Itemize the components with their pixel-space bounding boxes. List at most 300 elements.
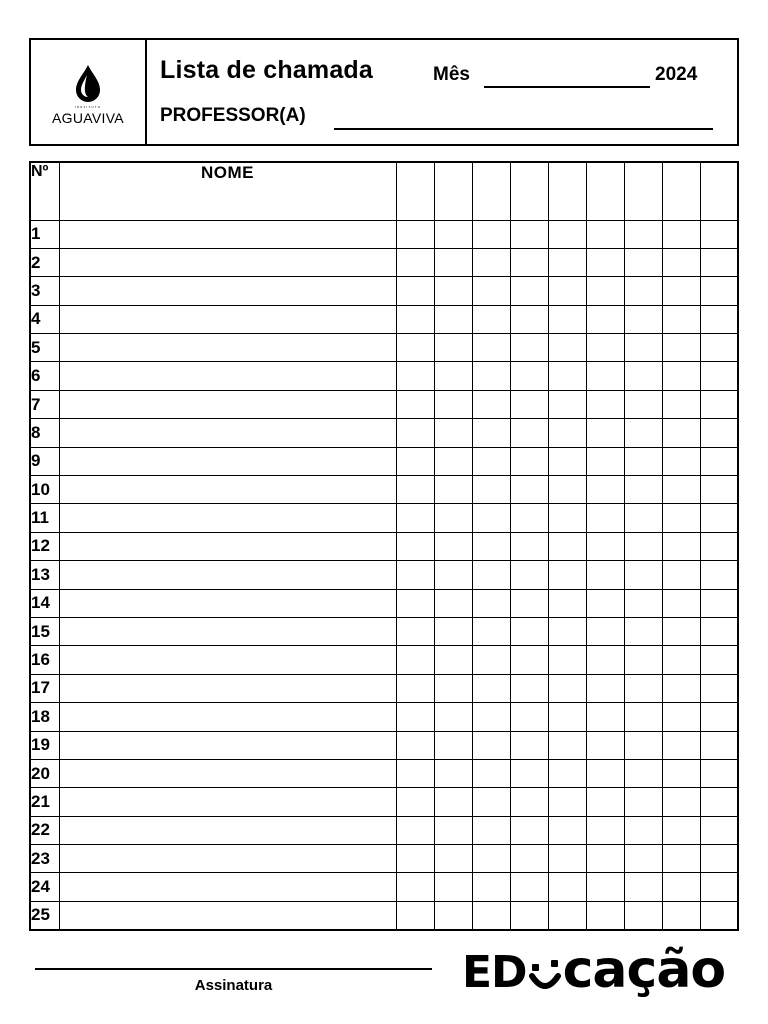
student-name-cell[interactable] [59, 703, 396, 731]
attendance-cell[interactable] [472, 248, 510, 276]
attendance-cell[interactable] [548, 646, 586, 674]
student-name-cell[interactable] [59, 845, 396, 873]
row-number: 23 [30, 845, 59, 873]
attendance-cell[interactable] [662, 248, 700, 276]
table-row [30, 901, 738, 929]
attendance-cell[interactable] [510, 703, 548, 731]
attendance-cell[interactable] [434, 674, 472, 702]
attendance-cell[interactable] [548, 788, 586, 816]
attendance-cell[interactable] [586, 731, 624, 759]
attendance-cell[interactable] [396, 419, 434, 447]
attendance-cell[interactable] [510, 646, 548, 674]
table-row [30, 334, 738, 362]
attendance-cell[interactable] [700, 674, 738, 702]
attendance-cell[interactable] [662, 731, 700, 759]
attendance-cell[interactable] [624, 220, 662, 248]
attendance-cell[interactable] [472, 476, 510, 504]
attendance-cell[interactable] [700, 589, 738, 617]
table-row [30, 476, 738, 504]
attendance-cell[interactable] [510, 674, 548, 702]
attendance-cell[interactable] [472, 561, 510, 589]
row-number: 1 [30, 220, 59, 248]
attendance-cell[interactable] [662, 674, 700, 702]
attendance-cell[interactable] [548, 873, 586, 901]
attendance-cell[interactable] [510, 901, 548, 929]
attendance-cell[interactable] [472, 788, 510, 816]
attendance-cell[interactable] [434, 845, 472, 873]
attendance-cell[interactable] [662, 277, 700, 305]
attendance-cell[interactable] [624, 504, 662, 532]
attendance-cell[interactable] [472, 646, 510, 674]
attendance-cell[interactable] [624, 532, 662, 560]
attendance-cell[interactable] [472, 305, 510, 333]
attendance-cell[interactable] [472, 731, 510, 759]
attendance-cell[interactable] [396, 731, 434, 759]
attendance-cell[interactable] [662, 504, 700, 532]
attendance-cell[interactable] [472, 504, 510, 532]
attendance-cell[interactable] [472, 873, 510, 901]
attendance-cell[interactable] [700, 731, 738, 759]
attendance-cell[interactable] [548, 816, 586, 844]
attendance-cell[interactable] [700, 561, 738, 589]
attendance-cell[interactable] [624, 646, 662, 674]
attendance-cell[interactable] [510, 476, 548, 504]
attendance-cell[interactable] [624, 703, 662, 731]
attendance-cell[interactable] [586, 759, 624, 787]
attendance-cell[interactable] [700, 816, 738, 844]
attendance-cell[interactable] [624, 759, 662, 787]
attendance-cell[interactable] [510, 561, 548, 589]
attendance-cell[interactable] [586, 561, 624, 589]
attendance-cell[interactable] [510, 589, 548, 617]
attendance-day-header [586, 162, 624, 220]
table-row [30, 561, 738, 589]
attendance-cell[interactable] [662, 334, 700, 362]
attendance-cell[interactable] [662, 419, 700, 447]
table-row [30, 362, 738, 390]
student-name-cell[interactable] [59, 759, 396, 787]
attendance-cell[interactable] [624, 788, 662, 816]
attendance-cell[interactable] [472, 362, 510, 390]
attendance-cell[interactable] [548, 561, 586, 589]
attendance-cell[interactable] [624, 873, 662, 901]
attendance-cell[interactable] [586, 901, 624, 929]
attendance-cell[interactable] [396, 816, 434, 844]
attendance-cell[interactable] [662, 759, 700, 787]
attendance-cell[interactable] [548, 447, 586, 475]
attendance-cell[interactable] [396, 646, 434, 674]
attendance-cell[interactable] [510, 390, 548, 418]
attendance-cell[interactable] [434, 617, 472, 645]
attendance-cell[interactable] [662, 816, 700, 844]
attendance-cell[interactable] [434, 419, 472, 447]
attendance-day-header [662, 162, 700, 220]
attendance-cell[interactable] [434, 504, 472, 532]
table-row [30, 589, 738, 617]
header-box [29, 38, 739, 146]
attendance-cell[interactable] [396, 845, 434, 873]
attendance-cell[interactable] [548, 334, 586, 362]
attendance-cell[interactable] [434, 305, 472, 333]
attendance-cell[interactable] [624, 845, 662, 873]
attendance-cell[interactable] [510, 419, 548, 447]
student-name-cell[interactable] [59, 674, 396, 702]
student-name-cell[interactable] [59, 646, 396, 674]
row-number: 12 [30, 532, 59, 560]
table-row [30, 731, 738, 759]
attendance-cell[interactable] [472, 674, 510, 702]
attendance-cell[interactable] [700, 759, 738, 787]
attendance-cell[interactable] [586, 532, 624, 560]
student-name-cell[interactable] [59, 419, 396, 447]
attendance-cell[interactable] [472, 419, 510, 447]
attendance-cell[interactable] [624, 561, 662, 589]
teacher-label: PROFESSOR(A) [160, 105, 306, 126]
attendance-cell[interactable] [548, 248, 586, 276]
attendance-cell[interactable] [700, 220, 738, 248]
attendance-cell[interactable] [434, 532, 472, 560]
teacher-field-line[interactable] [334, 128, 713, 130]
attendance-cell[interactable] [662, 362, 700, 390]
attendance-cell[interactable] [548, 845, 586, 873]
attendance-cell[interactable] [472, 759, 510, 787]
student-name-cell[interactable] [59, 390, 396, 418]
attendance-day-header [396, 162, 434, 220]
attendance-cell[interactable] [434, 873, 472, 901]
attendance-cell[interactable] [472, 589, 510, 617]
row-number: 6 [30, 362, 59, 390]
attendance-cell[interactable] [396, 277, 434, 305]
attendance-cell[interactable] [434, 589, 472, 617]
student-name-cell[interactable] [59, 561, 396, 589]
attendance-cell[interactable] [434, 816, 472, 844]
title-block [147, 40, 737, 144]
educacao-logo [462, 940, 726, 1000]
attendance-cell[interactable] [472, 703, 510, 731]
attendance-day-header [624, 162, 662, 220]
attendance-cell[interactable] [396, 759, 434, 787]
attendance-cell[interactable] [586, 277, 624, 305]
attendance-cell[interactable] [510, 731, 548, 759]
attendance-cell[interactable] [586, 788, 624, 816]
attendance-cell[interactable] [586, 816, 624, 844]
attendance-cell[interactable] [510, 788, 548, 816]
attendance-cell[interactable] [396, 703, 434, 731]
attendance-cell[interactable] [434, 334, 472, 362]
attendance-cell[interactable] [586, 589, 624, 617]
attendance-cell[interactable] [510, 362, 548, 390]
attendance-cell[interactable] [700, 334, 738, 362]
student-name-cell[interactable] [59, 617, 396, 645]
attendance-cell[interactable] [510, 759, 548, 787]
attendance-cell[interactable] [472, 532, 510, 560]
attendance-cell[interactable] [510, 532, 548, 560]
attendance-cell[interactable] [586, 646, 624, 674]
attendance-cell[interactable] [624, 674, 662, 702]
attendance-cell[interactable] [548, 305, 586, 333]
attendance-cell[interactable] [510, 873, 548, 901]
attendance-cell[interactable] [662, 901, 700, 929]
attendance-cell[interactable] [548, 476, 586, 504]
attendance-cell[interactable] [662, 561, 700, 589]
student-name-cell[interactable] [59, 589, 396, 617]
attendance-cell[interactable] [662, 532, 700, 560]
student-name-cell[interactable] [59, 901, 396, 929]
attendance-cell[interactable] [396, 248, 434, 276]
attendance-cell[interactable] [700, 646, 738, 674]
attendance-cell[interactable] [662, 390, 700, 418]
attendance-cell[interactable] [396, 447, 434, 475]
attendance-cell[interactable] [662, 845, 700, 873]
attendance-cell[interactable] [434, 646, 472, 674]
attendance-cell[interactable] [586, 419, 624, 447]
attendance-cell[interactable] [396, 504, 434, 532]
attendance-cell[interactable] [700, 277, 738, 305]
attendance-cell[interactable] [662, 589, 700, 617]
attendance-cell[interactable] [434, 447, 472, 475]
attendance-cell[interactable] [548, 362, 586, 390]
attendance-cell[interactable] [662, 703, 700, 731]
attendance-cell[interactable] [624, 248, 662, 276]
attendance-cell[interactable] [586, 390, 624, 418]
attendance-cell[interactable] [434, 561, 472, 589]
row-number: 18 [30, 703, 59, 731]
attendance-cell[interactable] [396, 873, 434, 901]
attendance-cell[interactable] [472, 617, 510, 645]
attendance-cell[interactable] [700, 476, 738, 504]
student-name-cell[interactable] [59, 873, 396, 901]
student-name-cell[interactable] [59, 362, 396, 390]
row-number: 20 [30, 759, 59, 787]
attendance-cell[interactable] [396, 476, 434, 504]
attendance-cell[interactable] [700, 419, 738, 447]
attendance-cell[interactable] [586, 476, 624, 504]
attendance-cell[interactable] [396, 788, 434, 816]
attendance-cell[interactable] [624, 589, 662, 617]
attendance-cell[interactable] [624, 816, 662, 844]
row-number: 9 [30, 447, 59, 475]
attendance-cell[interactable] [586, 873, 624, 901]
attendance-day-header [510, 162, 548, 220]
attendance-cell[interactable] [396, 305, 434, 333]
attendance-cell[interactable] [510, 617, 548, 645]
attendance-cell[interactable] [472, 845, 510, 873]
student-name-cell[interactable] [59, 816, 396, 844]
attendance-cell[interactable] [662, 447, 700, 475]
attendance-cell[interactable] [662, 617, 700, 645]
row-number: 7 [30, 390, 59, 418]
attendance-cell[interactable] [700, 532, 738, 560]
attendance-cell[interactable] [662, 476, 700, 504]
attendance-cell[interactable] [434, 731, 472, 759]
attendance-cell[interactable] [510, 305, 548, 333]
month-label: Mês [433, 64, 470, 85]
attendance-cell[interactable] [396, 561, 434, 589]
row-number: 5 [30, 334, 59, 362]
attendance-cell[interactable] [434, 362, 472, 390]
attendance-table [29, 161, 739, 931]
attendance-cell[interactable] [548, 901, 586, 929]
attendance-cell[interactable] [434, 759, 472, 787]
attendance-cell[interactable] [548, 759, 586, 787]
attendance-cell[interactable] [548, 589, 586, 617]
table-row [30, 674, 738, 702]
attendance-cell[interactable] [700, 703, 738, 731]
student-name-cell[interactable] [59, 334, 396, 362]
attendance-cell[interactable] [700, 901, 738, 929]
attendance-cell[interactable] [434, 390, 472, 418]
attendance-cell[interactable] [548, 532, 586, 560]
attendance-cell[interactable] [586, 447, 624, 475]
year-label: 2024 [655, 64, 698, 85]
attendance-cell[interactable] [586, 674, 624, 702]
attendance-cell[interactable] [662, 305, 700, 333]
attendance-cell[interactable] [548, 220, 586, 248]
attendance-cell[interactable] [586, 703, 624, 731]
attendance-cell[interactable] [396, 390, 434, 418]
table-header-row [30, 162, 738, 220]
attendance-cell[interactable] [548, 617, 586, 645]
attendance-cell[interactable] [472, 816, 510, 844]
attendance-cell[interactable] [624, 277, 662, 305]
attendance-cell[interactable] [434, 277, 472, 305]
attendance-cell[interactable] [700, 504, 738, 532]
attendance-cell[interactable] [434, 703, 472, 731]
attendance-cell[interactable] [700, 390, 738, 418]
attendance-cell[interactable] [700, 617, 738, 645]
row-number: 14 [30, 589, 59, 617]
attendance-cell[interactable] [434, 901, 472, 929]
attendance-cell[interactable] [434, 248, 472, 276]
smile-icon [529, 958, 561, 992]
signature-line[interactable] [35, 968, 432, 970]
attendance-cell[interactable] [586, 845, 624, 873]
attendance-cell[interactable] [700, 447, 738, 475]
attendance-cell[interactable] [586, 504, 624, 532]
attendance-cell[interactable] [586, 362, 624, 390]
attendance-cell[interactable] [700, 305, 738, 333]
attendance-cell[interactable] [586, 248, 624, 276]
attendance-cell[interactable] [510, 220, 548, 248]
attendance-cell[interactable] [548, 419, 586, 447]
attendance-cell[interactable] [586, 305, 624, 333]
attendance-cell[interactable] [396, 220, 434, 248]
attendance-cell[interactable] [586, 334, 624, 362]
attendance-cell[interactable] [396, 617, 434, 645]
attendance-cell[interactable] [624, 731, 662, 759]
attendance-cell[interactable] [586, 617, 624, 645]
attendance-cell[interactable] [548, 674, 586, 702]
row-number: 15 [30, 617, 59, 645]
attendance-cell[interactable] [472, 901, 510, 929]
table-row [30, 419, 738, 447]
table-row [30, 788, 738, 816]
attendance-cell[interactable] [472, 447, 510, 475]
attendance-day-header [472, 162, 510, 220]
student-name-cell[interactable] [59, 532, 396, 560]
logo-block [31, 40, 147, 144]
student-name-cell[interactable] [59, 788, 396, 816]
student-name-cell[interactable] [59, 305, 396, 333]
attendance-cell[interactable] [624, 362, 662, 390]
attendance-cell[interactable] [434, 788, 472, 816]
attendance-cell[interactable] [624, 617, 662, 645]
attendance-cell[interactable] [510, 845, 548, 873]
attendance-cell[interactable] [472, 277, 510, 305]
table-row [30, 646, 738, 674]
attendance-cell[interactable] [548, 703, 586, 731]
attendance-cell[interactable] [624, 334, 662, 362]
student-name-cell[interactable] [59, 731, 396, 759]
attendance-cell[interactable] [510, 277, 548, 305]
attendance-cell[interactable] [510, 816, 548, 844]
student-name-cell[interactable] [59, 476, 396, 504]
student-name-cell[interactable] [59, 504, 396, 532]
attendance-cell[interactable] [624, 901, 662, 929]
attendance-cell[interactable] [472, 334, 510, 362]
attendance-cell[interactable] [510, 447, 548, 475]
attendance-cell[interactable] [662, 788, 700, 816]
attendance-cell[interactable] [434, 220, 472, 248]
attendance-cell[interactable] [548, 504, 586, 532]
row-number: 22 [30, 816, 59, 844]
table-row [30, 845, 738, 873]
table-row [30, 447, 738, 475]
attendance-cell[interactable] [548, 277, 586, 305]
table-row [30, 873, 738, 901]
attendance-cell[interactable] [396, 532, 434, 560]
attendance-cell[interactable] [434, 476, 472, 504]
attendance-cell[interactable] [396, 362, 434, 390]
student-name-cell[interactable] [59, 248, 396, 276]
attendance-cell[interactable] [396, 901, 434, 929]
attendance-cell[interactable] [510, 248, 548, 276]
row-number: 25 [30, 901, 59, 929]
student-name-cell[interactable] [59, 277, 396, 305]
attendance-cell[interactable] [624, 419, 662, 447]
attendance-cell[interactable] [396, 674, 434, 702]
attendance-cell[interactable] [700, 845, 738, 873]
attendance-cell[interactable] [396, 334, 434, 362]
attendance-cell[interactable] [662, 646, 700, 674]
table-row [30, 220, 738, 248]
attendance-cell[interactable] [624, 390, 662, 418]
attendance-cell[interactable] [662, 873, 700, 901]
attendance-cell[interactable] [700, 362, 738, 390]
table-row [30, 277, 738, 305]
attendance-cell[interactable] [510, 334, 548, 362]
attendance-cell[interactable] [662, 220, 700, 248]
month-field-line[interactable] [484, 86, 650, 88]
attendance-cell[interactable] [700, 873, 738, 901]
attendance-cell[interactable] [700, 248, 738, 276]
student-name-cell[interactable] [59, 447, 396, 475]
student-name-cell[interactable] [59, 220, 396, 248]
table-row [30, 305, 738, 333]
attendance-cell[interactable] [472, 220, 510, 248]
attendance-cell[interactable] [624, 305, 662, 333]
attendance-cell[interactable] [548, 390, 586, 418]
attendance-cell[interactable] [396, 589, 434, 617]
attendance-cell[interactable] [510, 504, 548, 532]
attendance-cell[interactable] [624, 447, 662, 475]
attendance-cell[interactable] [548, 731, 586, 759]
attendance-cell[interactable] [472, 390, 510, 418]
attendance-cell[interactable] [624, 476, 662, 504]
attendance-cell[interactable] [700, 788, 738, 816]
table-body [30, 220, 738, 930]
attendance-cell[interactable] [586, 220, 624, 248]
